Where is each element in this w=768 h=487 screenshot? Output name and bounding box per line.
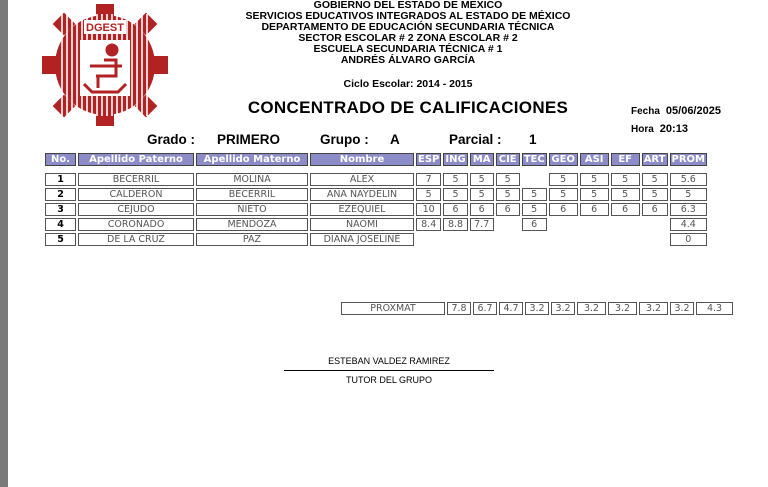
- column-header: ASI: [580, 153, 609, 166]
- left-edge-bar: [0, 0, 8, 487]
- nombre-cell: DIANA JOSELINE: [310, 233, 414, 246]
- column-header: No.: [45, 153, 76, 166]
- nombre-cell: EZEQUIEL: [310, 203, 414, 216]
- grade-cell: [611, 233, 640, 246]
- grade-cell: 6: [496, 203, 520, 216]
- grupo-value: A: [390, 132, 400, 147]
- signature-line: [284, 370, 494, 371]
- table-row: [45, 203, 707, 216]
- table-row: [45, 218, 707, 231]
- apellido-materno-cell: NIETO: [196, 203, 308, 216]
- table-header-row: [45, 153, 707, 166]
- grade-cell: 6: [443, 203, 467, 216]
- grade-cell: [522, 233, 547, 246]
- proxmat-value: 4.7: [499, 302, 523, 315]
- grade-cell: 8.8: [443, 218, 467, 231]
- apellido-materno-cell: MOLINA: [196, 173, 308, 186]
- grade-cell: 5: [470, 188, 494, 201]
- parcial-label: Parcial :: [449, 132, 502, 147]
- header-line-1: GOBIERNO DEL ESTADO DE MEXICO: [313, 0, 503, 11]
- grade-cell: 5: [496, 188, 520, 201]
- date-field: [631, 105, 721, 117]
- grade-cell: 7: [416, 173, 441, 186]
- grade-cell: 5: [580, 173, 609, 186]
- column-header: Apellido Paterno: [78, 153, 194, 166]
- grado-value: PRIMERO: [217, 132, 281, 147]
- grade-cell: [580, 218, 609, 231]
- column-header: PROM: [671, 154, 705, 165]
- row-number: 5: [45, 233, 76, 246]
- column-header: ING: [445, 154, 466, 165]
- nombre-cell: ANA NAYDELIN: [310, 188, 414, 201]
- grade-cell: [496, 233, 520, 246]
- proxmat-value: 3.2: [525, 302, 549, 315]
- average-cell: 5: [670, 188, 707, 201]
- parcial-value: 1: [529, 132, 537, 147]
- header-line-4: SECTOR ESCOLAR # 2 ZONA ESCOLAR # 2: [298, 32, 518, 44]
- average-cell: 4.4: [670, 218, 707, 231]
- apellido-paterno-cell: DE LA CRUZ: [78, 233, 194, 246]
- grade-cell: 5: [416, 188, 441, 201]
- grade-cell: 5: [443, 188, 467, 201]
- row-number: 3: [45, 203, 76, 216]
- grade-cell: 5: [470, 173, 494, 186]
- grades-table: [43, 151, 709, 248]
- grade-cell: [549, 233, 578, 246]
- proxmat-row: [341, 302, 733, 315]
- grade-cell: 5: [642, 188, 668, 201]
- column-header: ART: [643, 154, 666, 165]
- grade-cell: 7.7: [470, 218, 494, 231]
- grade-cell: 5: [522, 188, 547, 201]
- date-label: Fecha: [631, 106, 660, 117]
- grado-label: Grado :: [147, 132, 196, 147]
- row-number: 1: [45, 173, 76, 186]
- time-field: [631, 123, 688, 135]
- grade-cell: [522, 173, 547, 186]
- grade-cell: [549, 218, 578, 231]
- table-row: [45, 188, 707, 201]
- grade-cell: 8.4: [416, 218, 441, 231]
- column-header: GEO: [549, 153, 578, 166]
- grade-cell: [470, 233, 494, 246]
- grade-cell: [642, 233, 668, 246]
- average-cell: 0: [670, 233, 707, 246]
- grade-cell: 5: [611, 173, 640, 186]
- grade-cell: 5: [642, 173, 668, 186]
- grade-cell: 6: [580, 203, 609, 216]
- apellido-materno-cell: PAZ: [196, 233, 308, 246]
- table-row: [45, 173, 707, 186]
- proxmat-value: 3.2: [577, 302, 606, 315]
- column-header: TEC: [523, 154, 545, 165]
- school-cycle: Ciclo Escolar: 2014 - 2015: [343, 78, 473, 90]
- grade-cell: [443, 233, 467, 246]
- proxmat-average: 4.3: [696, 302, 733, 315]
- grade-cell: 10: [416, 203, 441, 216]
- apellido-paterno-cell: CEJUDO: [78, 203, 194, 216]
- logo-text: DGEST: [86, 22, 124, 34]
- column-header: EF: [611, 153, 640, 166]
- apellido-materno-cell: BECERRIL: [196, 188, 308, 201]
- apellido-paterno-cell: BECERRIL: [78, 173, 194, 186]
- proxmat-value: 7.8: [447, 302, 471, 315]
- date-value: 05/06/2025: [665, 105, 721, 117]
- column-header: Apellido Materno: [196, 153, 308, 166]
- header-line-5: ESCUELA SECUNDARIA TÉCNICA # 1: [313, 43, 503, 55]
- column-header: MA: [470, 153, 494, 166]
- grade-cell: 6: [549, 203, 578, 216]
- grade-cell: 6: [642, 203, 668, 216]
- tutor-role: TUTOR DEL GRUPO: [345, 375, 432, 385]
- average-cell: 5.6: [670, 173, 707, 186]
- header-line-3: DEPARTAMENTO DE EDUCACIÓN SECUNDARIA TÉCNICA: [261, 21, 555, 33]
- grupo-label: Grupo :: [320, 132, 369, 147]
- grade-cell: [642, 218, 668, 231]
- proxmat-value: 3.2: [551, 302, 575, 315]
- grade-cell: [496, 218, 520, 231]
- time-value: 20:13: [659, 123, 688, 135]
- apellido-paterno-cell: CORONADO: [78, 218, 194, 231]
- apellido-paterno-cell: CALDERON: [78, 188, 194, 201]
- grade-cell: [580, 233, 609, 246]
- grade-cell: 6: [470, 203, 494, 216]
- grade-cell: 5: [549, 173, 578, 186]
- grade-cell: 5: [496, 173, 520, 186]
- proxmat-label: PROXMAT: [341, 302, 445, 315]
- grade-cell: 6: [522, 218, 547, 231]
- column-header: ESP: [418, 154, 440, 165]
- column-header: Nombre: [310, 153, 414, 166]
- header-line-6: ANDRÉS ÁLVARO GARCÍA: [340, 54, 476, 66]
- proxmat-value: 3.2: [608, 302, 637, 315]
- grade-cell: 5: [580, 188, 609, 201]
- proxmat-table: [339, 300, 735, 317]
- nombre-cell: NAOMI: [310, 218, 414, 231]
- column-header: CIE: [496, 153, 520, 166]
- table-row: [45, 233, 707, 246]
- grade-cell: [611, 218, 640, 231]
- time-label: Hora: [631, 124, 654, 135]
- apellido-materno-cell: MENDOZA: [196, 218, 308, 231]
- grade-cell: 5: [443, 173, 467, 186]
- grade-cell: 5: [522, 203, 547, 216]
- report-title: CONCENTRADO DE CALIFICACIONES: [247, 98, 569, 117]
- grade-cell: 5: [549, 188, 578, 201]
- header-line-2: SERVICIOS EDUCATIVOS INTEGRADOS AL ESTADO DE MÉXICO: [245, 10, 571, 22]
- tutor-name: ESTEBAN VALDEZ RAMIREZ: [328, 356, 450, 366]
- grade-cell: 5: [611, 188, 640, 201]
- grade-cell: [416, 233, 441, 246]
- row-number: 4: [45, 218, 76, 231]
- proxmat-value: 6.7: [473, 302, 497, 315]
- grade-cell: 6: [611, 203, 640, 216]
- nombre-cell: ALEX: [310, 173, 414, 186]
- proxmat-value: 3.2: [639, 302, 668, 315]
- average-cell: 6.3: [670, 203, 707, 216]
- dgest-logo: [42, 4, 168, 126]
- proxmat-value: 3.2: [670, 302, 694, 315]
- row-number: 2: [45, 188, 76, 201]
